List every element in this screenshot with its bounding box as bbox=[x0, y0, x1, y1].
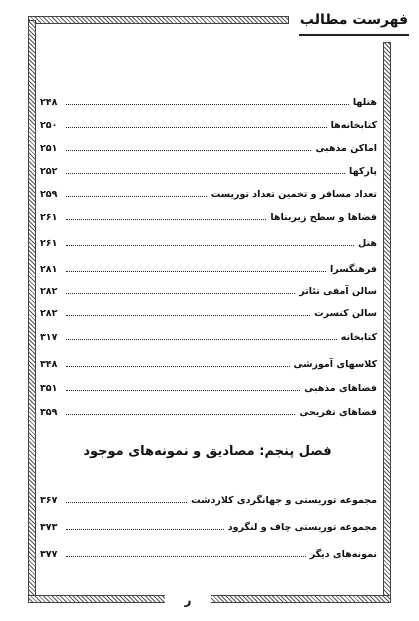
toc-entry[interactable] bbox=[40, 207, 377, 223]
toc-entry-title: کتابخانه bbox=[340, 332, 377, 343]
toc-entry-title: فضاهای تفریحی bbox=[299, 407, 377, 418]
toc-entry[interactable] bbox=[40, 354, 377, 370]
toc-entry-page: ۲۵۰ bbox=[40, 120, 58, 131]
toc-entry-page: ۳۶۷ bbox=[40, 495, 58, 506]
toc-entry[interactable] bbox=[40, 138, 377, 154]
toc-entry-page: ۲۵۲ bbox=[40, 166, 58, 177]
toc-entry-title: فرهنگسرا bbox=[330, 264, 377, 275]
toc-entry[interactable] bbox=[40, 281, 377, 297]
leader-dots bbox=[66, 414, 295, 415]
toc-entry-title: سالن آمفی تئاتر bbox=[299, 286, 377, 297]
toc-entry-page: ۲۸۲ bbox=[40, 308, 58, 319]
toc-entry-page: ۲۴۸ bbox=[40, 97, 58, 108]
toc-entry-title: کلاسهای آموزشی bbox=[293, 359, 377, 370]
toc-entry-page: ۳۵۹ bbox=[40, 407, 58, 418]
toc-entry[interactable] bbox=[40, 92, 377, 108]
leader-dots bbox=[66, 245, 354, 246]
toc-entry[interactable] bbox=[40, 544, 377, 560]
toc-entry-title: اماکن مذهبی bbox=[315, 143, 377, 154]
toc-entry[interactable] bbox=[40, 161, 377, 177]
leader-dots bbox=[66, 150, 311, 151]
leader-dots bbox=[66, 196, 207, 197]
toc-entry[interactable] bbox=[40, 327, 377, 343]
toc-entry-title: فضاهای مذهبی bbox=[304, 383, 377, 394]
toc-entry-title: هتلها bbox=[352, 97, 377, 108]
leader-dots bbox=[66, 529, 224, 530]
frame-left-border bbox=[28, 20, 36, 603]
toc-entry-title: سالن کنسرت bbox=[314, 308, 377, 319]
toc-entry-title: مجموعه توریستی و جهانگردی کلاردشت bbox=[191, 495, 377, 506]
leader-dots bbox=[66, 173, 345, 174]
leader-dots bbox=[66, 502, 187, 503]
toc-entry-title: فضاها و سطح زیربناها bbox=[270, 212, 377, 223]
toc-entry[interactable] bbox=[40, 402, 377, 418]
leader-dots bbox=[66, 366, 290, 367]
toc-entry-page: ۳۴۸ bbox=[40, 359, 58, 370]
leader-dots bbox=[66, 390, 300, 391]
leader-dots bbox=[66, 315, 310, 316]
toc-entry-page: ۲۶۱ bbox=[40, 212, 58, 223]
toc-entry[interactable] bbox=[40, 490, 377, 506]
toc-entry-page: ۳۷۳ bbox=[40, 522, 58, 533]
toc-entry[interactable] bbox=[40, 303, 377, 319]
leader-dots bbox=[66, 271, 326, 272]
toc-entry-page: ۲۶۱ bbox=[40, 238, 58, 249]
leader-dots bbox=[66, 556, 306, 557]
toc-entry-page: ۲۸۱ bbox=[40, 264, 58, 275]
chapter-heading: فصل پنجم: مصادیق و نمونه‌های موجود bbox=[83, 444, 332, 459]
leader-dots bbox=[66, 293, 295, 294]
toc-entry-title: هتل bbox=[358, 238, 377, 249]
header-decorative-rule bbox=[28, 16, 289, 24]
toc-entry-page: ۳۷۷ bbox=[40, 549, 58, 560]
leader-dots bbox=[66, 219, 266, 220]
toc-entry-page: ۳۵۱ bbox=[40, 383, 58, 394]
toc-entry[interactable] bbox=[40, 259, 377, 275]
toc-entry-page: ۳۱۷ bbox=[40, 332, 58, 343]
toc-entry[interactable] bbox=[40, 233, 377, 249]
toc-entry-page: ۲۵۱ bbox=[40, 143, 58, 154]
toc-entry-title: تعداد مسافر و تخمین تعداد توریست bbox=[210, 189, 377, 200]
toc-entry-title: مجموعه توریستی چاف و لنگرود bbox=[227, 522, 377, 533]
page-title: فهرست مطالب bbox=[299, 12, 409, 28]
leader-dots bbox=[66, 339, 337, 340]
frame-right-border bbox=[383, 42, 391, 603]
toc-entry[interactable] bbox=[40, 517, 377, 533]
toc-entry-title: پارکها bbox=[349, 166, 377, 177]
title-underline bbox=[299, 34, 409, 36]
page-number: ر bbox=[165, 591, 211, 609]
toc-entry-page: ۲۸۲ bbox=[40, 286, 58, 297]
toc-entry-title: نمونه‌های دیگر bbox=[309, 549, 377, 560]
toc-entry-title: کتابخانه‌ها bbox=[330, 120, 377, 131]
toc-entry-page: ۲۵۹ bbox=[40, 189, 58, 200]
toc-entry[interactable] bbox=[40, 378, 377, 394]
toc-entry[interactable] bbox=[40, 115, 377, 131]
toc-entry[interactable] bbox=[40, 184, 377, 200]
leader-dots bbox=[66, 127, 327, 128]
leader-dots bbox=[66, 104, 349, 105]
